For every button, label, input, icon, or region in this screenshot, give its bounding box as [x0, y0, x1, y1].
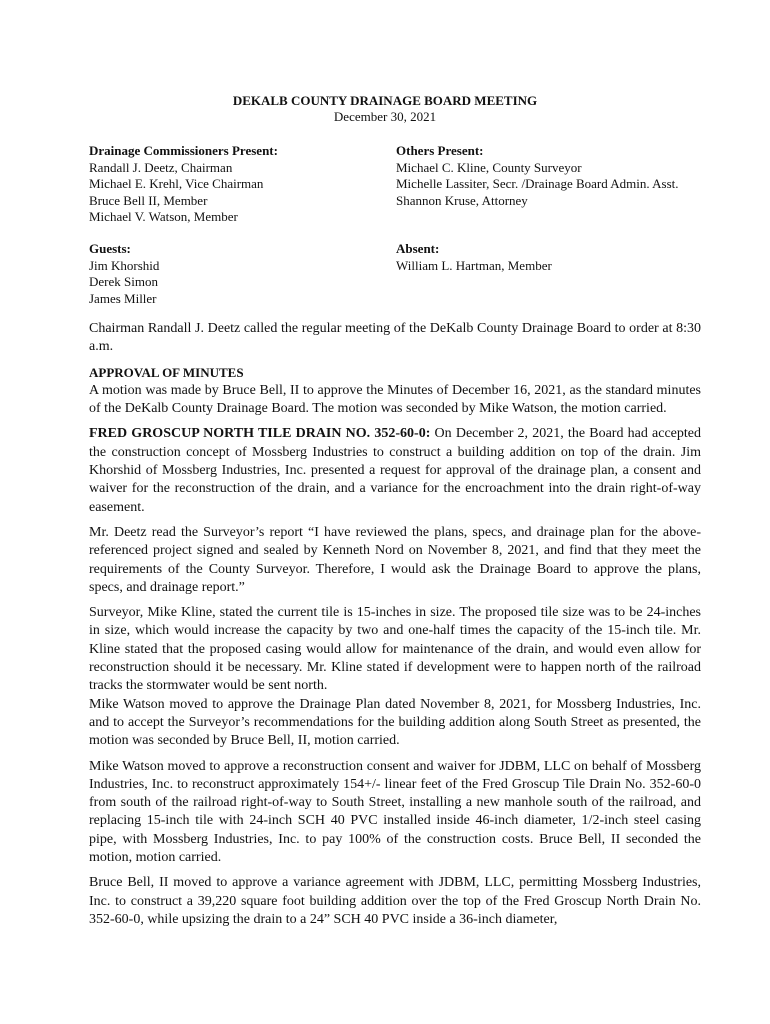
guest-name: James Miller	[89, 290, 157, 306]
guest-name: Jim Khorshid	[89, 257, 160, 273]
drainage-plan-motion-paragraph: Mike Watson moved to approve the Drainage Plan dated November 8, 2021, for Mossberg Industries, Inc. and to accept the Surveyor’s recommendations for the building addition along South Street as presented, the motion was seconded by Bruce Bell, II, motion carried.	[89, 696, 701, 749]
absent-heading: Absent:	[396, 241, 440, 256]
section-heading: APPROVAL OF MINUTES	[89, 364, 244, 380]
document-title: DEKALB COUNTY DRAINAGE BOARD MEETING	[232, 93, 538, 108]
absent-name: William L. Hartman, Member	[396, 257, 552, 273]
attendee-name: Bruce Bell II, Member	[89, 192, 208, 208]
approval-of-minutes-section	[89, 364, 701, 419]
meeting-date: December 30, 2021	[333, 109, 437, 124]
tile-size-paragraph: Surveyor, Mike Kline, stated the current tile is 15-inches in size. The proposed tile size was to be 24-inches in size, which would increase the capacity by two and one-half times the capacity of the 15-inch tile. Mr. Kline stated that the proposed casing would allow for maintenance of the drain, and would even allow for reconstruction should it be necessary. Mr. Kline stated if development were to happen north of the railroad tracks the stormwater would be sent north.	[89, 605, 701, 694]
attendee-name: Michael E. Krehl, Vice Chairman	[89, 176, 264, 191]
attendee-name: Michael C. Kline, County Surveyor	[396, 159, 582, 175]
others-heading: Others Present:	[396, 143, 484, 158]
groscup-drain-paragraph	[89, 425, 701, 516]
others-present-list	[396, 143, 679, 209]
guests-heading: Guests:	[89, 241, 131, 256]
minutes-body	[89, 320, 701, 936]
attendee-name: Michelle Lassiter, Secr. /Drainage Board Admin. Asst.	[396, 176, 679, 191]
call-to-order-paragraph: Chairman Randall J. Deetz called the regular meeting of the DeKalb County Drainage Board to order at 8:30 a.m.	[89, 321, 701, 355]
commissioners-present-list	[89, 143, 278, 226]
document-header	[0, 93, 770, 125]
attendee-name: Michael V. Watson, Member	[89, 209, 238, 224]
guest-name: Derek Simon	[89, 274, 158, 289]
attendee-name: Shannon Kruse, Attorney	[396, 192, 528, 208]
variance-motion-paragraph: Bruce Bell, II moved to approve a variance agreement with JDBM, LLC, permitting Mossberg Industries, Inc. to construct a 39,220 square foot building addition over the top of the Fred Groscup North Drain No. 352-60-0, while upsizing the drain to a 24” SCH 40 PVC inside a 36-inch diameter,	[89, 875, 701, 927]
surveyor-report-paragraph: Mr. Deetz read the Surveyor’s report “I have reviewed the plans, specs, and drainage plan for the above-referenced project signed and sealed by Kenneth Nord on November 8, 2021, and find that they meet the requirements of the County Surveyor. Therefore, I would ask the Drainage Board to approve the plans, specs, and drainage report.”	[89, 524, 701, 595]
commissioners-heading: Drainage Commissioners Present:	[89, 143, 278, 158]
minutes-motion-text: A motion was made by Bruce Bell, II to approve the Minutes of December 16, 2021, as the standard minutes of the DeKalb County Drainage Board. The motion was seconded by Mike Watson, the motion carried.	[89, 382, 701, 417]
attendee-name: Randall J. Deetz, Chairman	[89, 159, 233, 175]
section-heading: FRED GROSCUP NORTH TILE DRAIN NO. 352-60-0:	[89, 426, 431, 442]
absent-list	[396, 241, 552, 274]
guests-list	[89, 241, 159, 307]
groscup-text: On December 2, 2021, the Board had accepted the construction concept of Mossberg Industries to construct a building addition on top of the drain. Jim Khorshid of Mossberg Industries, Inc. presented a request for approval of the drainage plan, a consent and waiver for the reconstruction of the drain, and a variance for the encroachment into the drain right-of-way easement.	[89, 426, 701, 515]
reconstruction-motion-paragraph: Mike Watson moved to approve a reconstruction consent and waiver for JDBM, LLC on behalf of Mossberg Industries, Inc. to reconstruct approximately 154+/- linear feet of the Fred Groscup Tile Drain No. 352-60-0 from south of the railroad right-of-way to South Street, installing a new manhole south of the railroad, and replacing 15-inch tile with 24-inch SCH 40 PVC installed inside 46-inch diameter, 1/2-inch steel casing pipe, with Mossberg Industries, Inc. to pay 100% of the construction costs. Bruce Bell, II seconded the motion, motion carried.	[89, 758, 701, 866]
